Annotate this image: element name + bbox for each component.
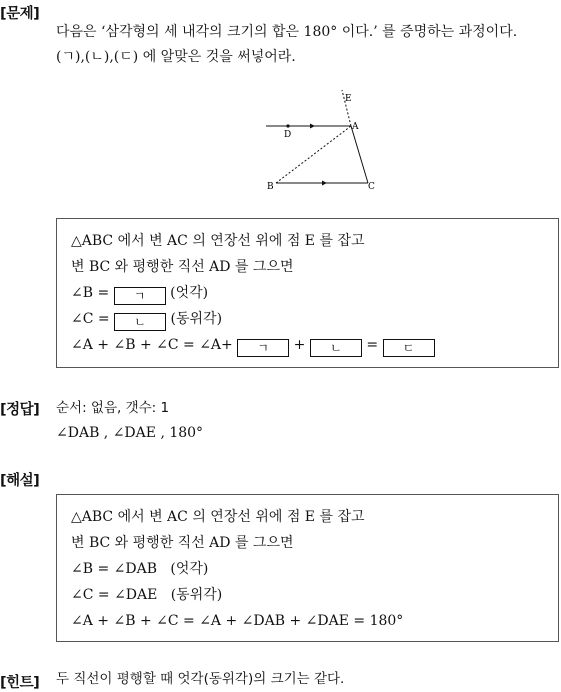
hint-label: [힌트] (0, 675, 40, 691)
problem-statement-line2: (ㄱ),(ㄴ),(ㄷ) 에 알맞은 것을 써넣어라. (56, 49, 296, 65)
explanation-line4: ∠C = ∠DAE (동위각) (71, 587, 223, 603)
explanation-line2: 변 BC 와 평행한 직선 AD 를 그으면 (71, 535, 294, 551)
label-E: E (345, 94, 352, 104)
label-C: C (368, 182, 375, 192)
blank-giyeok-2: ㄱ (237, 339, 289, 357)
explanation-box (56, 494, 559, 642)
problem-proof-box (56, 218, 559, 368)
eq2-prefix: ∠C = (71, 311, 110, 327)
proof-eq2 (71, 309, 222, 331)
proof-line2: 변 BC 와 평행한 직선 AD 를 그으면 (71, 259, 294, 275)
problem-statement-line1: 다음은 ‘삼각형의 세 내각의 크기의 합은 180° 이다.’ 를 증명하는 과정이다. (56, 24, 518, 40)
eq3-prefix: ∠A + ∠B + ∠C = ∠A+ (71, 337, 233, 353)
blank-giyeok: ㄱ (114, 287, 166, 305)
label-A: A (352, 122, 359, 132)
label-B: B (267, 182, 274, 192)
proof-line1: △ABC 에서 변 AC 의 연장선 위에 점 E 를 잡고 (71, 233, 365, 249)
answer-value: ∠DAB , ∠DAE , 180° (56, 425, 204, 441)
eq3-equals: = (366, 337, 379, 353)
answer-label: [정답] (0, 402, 40, 418)
answer-meta: 순서: 없음, 갯수: 1 (56, 400, 170, 416)
blank-nieun-2: ㄴ (310, 339, 362, 357)
problem-label: [문제] (0, 6, 40, 22)
proof-eq3 (71, 335, 435, 357)
label-D: D (284, 130, 292, 140)
explanation-line3: ∠B = ∠DAB (엇각) (71, 561, 209, 577)
eq3-plus: + (293, 337, 306, 353)
triangle-figure (258, 85, 388, 195)
proof-eq1 (71, 283, 208, 305)
explanation-line5: ∠A + ∠B + ∠C = ∠A + ∠DAB + ∠DAE = 180° (71, 613, 404, 629)
eq1-suffix: (엇각) (170, 285, 209, 301)
hint-text: 두 직선이 평행할 때 엇각(동위각)의 크기는 같다. (56, 671, 345, 687)
eq2-suffix: (동위각) (170, 311, 223, 327)
explanation-line1: △ABC 에서 변 AC 의 연장선 위에 점 E 를 잡고 (71, 509, 365, 525)
eq1-prefix: ∠B = (71, 285, 110, 301)
blank-digeut: ㄷ (383, 339, 435, 357)
explanation-label: [해설] (0, 473, 40, 489)
blank-nieun: ㄴ (114, 313, 166, 331)
